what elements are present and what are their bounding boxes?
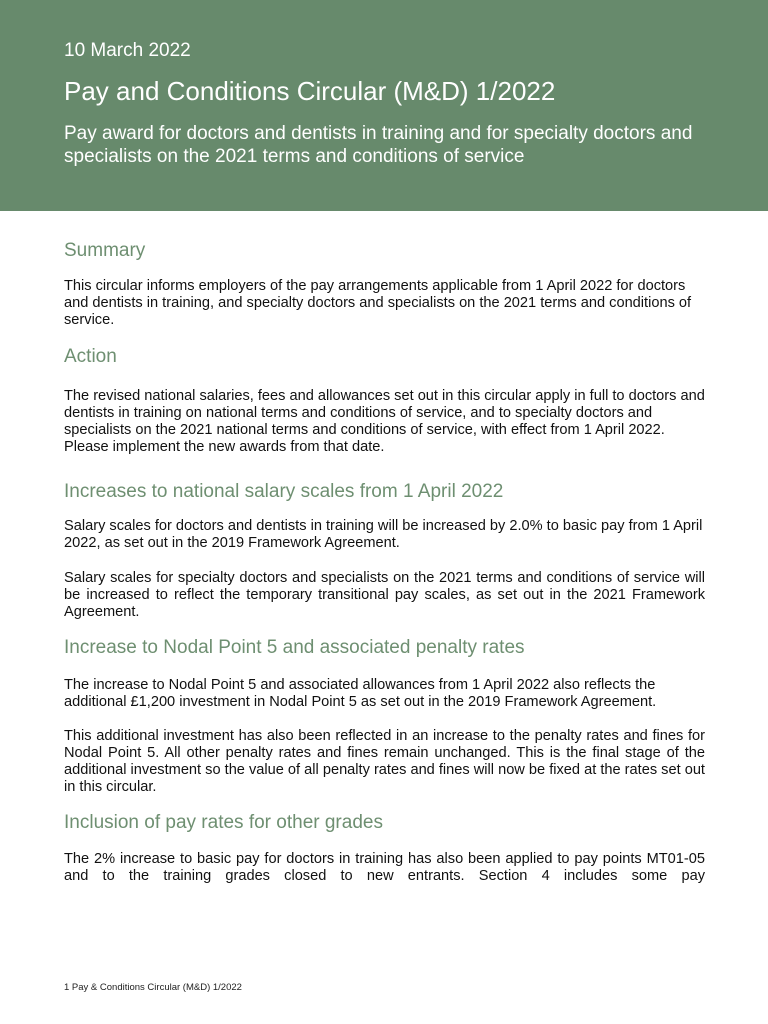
paragraph: The 2% increase to basic pay for doctors in training has also been applied to pay points MT01-05 and to the training grades closed to new entrants. Section 4 includes some pay [64,851,705,884]
heading-other-grades: Inclusion of pay rates for other grades [64,812,383,833]
page-title: Pay and Conditions Circular (M&D) 1/2022 [64,76,556,106]
paragraph: The increase to Nodal Point 5 and associated allowances from 1 April 2022 also reflects the additional £1,200 investment in Nodal Point 5 as set out in the 2019 Framework Agreement. [64,677,657,710]
heading-action: Action [64,346,117,367]
paragraph: This additional investment has also been reflected in an increase to the penalty rates and fines for Nodal Point 5. All other penalty rates and fines remain unchanged. This is the final stage of the additional investment so the value of all penalty rates and fines will now be fixed at the rates set out in this circular. [64,728,705,795]
circular-date: 10 March 2022 [64,40,191,61]
header-banner [0,0,768,211]
page-subtitle: Pay award for doctors and dentists in training and for specialty doctors and specialists on the 2021 terms and conditions of service [64,123,693,167]
heading-salary-scales: Increases to national salary scales from 1 April 2022 [64,481,504,502]
paragraph: This circular informs employers of the pay arrangements applicable from 1 April 2022 for doctors and dentists in training, and specialty doctors and specialists on the 2021 terms and conditions of service. [64,278,692,328]
heading-nodal-point: Increase to Nodal Point 5 and associated penalty rates [64,637,525,658]
heading-summary: Summary [64,240,146,261]
paragraph: Salary scales for doctors and dentists in training will be increased by 2.0% to basic pay from 1 April 2022, as set out in the 2019 Framework Agreement. [64,518,703,551]
page-footer: 1 Pay & Conditions Circular (M&D) 1/2022 [64,982,242,993]
paragraph: The revised national salaries, fees and allowances set out in this circular apply in full to doctors and dentists in training on national terms and conditions of service, and to specialty doctors and specialists on the 2021 national terms and conditions of service, with effect from 1 April 2022. Please implement the new awards from that date. [64,388,705,455]
paragraph: Salary scales for specialty doctors and specialists on the 2021 terms and conditions of service will be increased to reflect the temporary transitional pay scales, as set out in the 2021 Framework Agreement. [64,570,705,620]
